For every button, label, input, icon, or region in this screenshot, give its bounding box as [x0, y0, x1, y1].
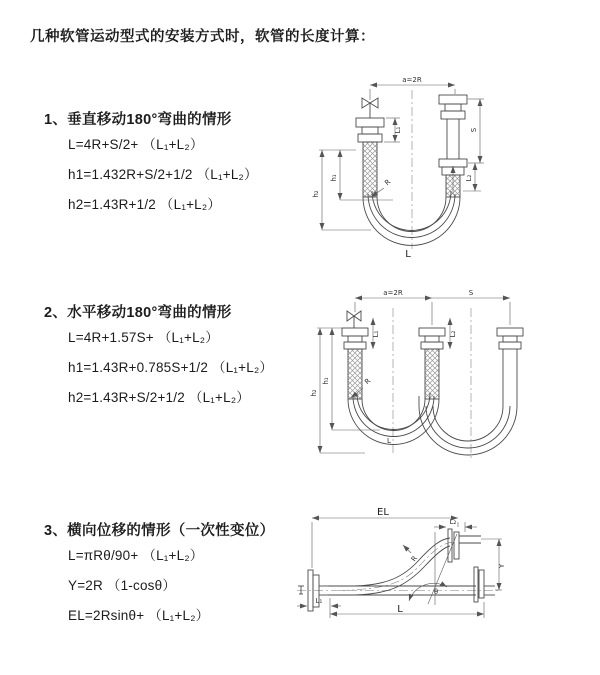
l1-label: L₁: [394, 126, 402, 134]
section-2-heading: 2、水平移动180°弯曲的情形: [44, 305, 232, 321]
span-label: a=2R: [383, 289, 403, 297]
h1-label: h₁: [322, 377, 330, 385]
section-3: [44, 519, 314, 631]
dim-l2: [449, 318, 457, 349]
fitting-right: [439, 95, 467, 175]
section-1-formula-h2: h2=1.43R+1/2 （L₁+L₂）: [68, 197, 222, 212]
valve-icon: [362, 98, 378, 118]
s-label: S: [470, 127, 478, 133]
section-1: [44, 108, 314, 220]
l2-label: L₂: [449, 330, 457, 338]
section-2-formula-h1: h1=1.43R+0.785S+1/2 （L₁+L₂）: [68, 360, 274, 375]
l1-label: L₁: [372, 330, 380, 338]
angle-construction: [409, 532, 457, 605]
hose-braid-left: [363, 142, 377, 197]
section-1-heading: 1、垂直移动180°弯曲的情形: [44, 112, 232, 128]
dim-h1: [330, 150, 393, 200]
hose-braid-middle: [425, 349, 439, 399]
section-2: [44, 301, 314, 413]
dim-span-a2r: [370, 76, 455, 100]
dim-l1: [297, 597, 341, 606]
r-label: R: [409, 554, 420, 564]
el-label: EL: [377, 507, 389, 518]
hose-s-curve: [355, 538, 450, 595]
section-1-formula-L: L=4R+S/2+ （L₁+L₂）: [68, 137, 204, 152]
h2-label: h₂: [310, 389, 318, 397]
span-label: a=2R: [402, 76, 422, 84]
y-label: Y: [498, 563, 506, 569]
fitting-left: [342, 328, 368, 349]
length-label: L: [387, 437, 391, 445]
radius-callout: [403, 545, 419, 563]
valve-icon: [347, 311, 361, 328]
h2-label: h₂: [312, 190, 320, 198]
theta-label: θ: [433, 588, 439, 596]
centerline-mark: [298, 586, 304, 594]
section-2-formula-L: L=4R+1.57S+ （L₁+L₂）: [68, 330, 219, 345]
l1-label: L₁: [315, 597, 323, 605]
dim-y: [481, 539, 506, 590]
section-3-formula-L: L=πRθ/90+ （L₁+L₂）: [68, 548, 204, 563]
hose-u-bend: [363, 191, 460, 245]
page-title: 几种软管运动型式的安装方式时，软管的长度计算：: [30, 29, 375, 45]
dim-h2: [312, 150, 371, 230]
section-3-formula-Y: Y=2R （1-cosθ）: [68, 578, 177, 593]
section-2-formula-h2: h2=1.43R+S/2+1/2 （L₁+L₂）: [68, 390, 250, 405]
dim-l1: [372, 318, 380, 349]
dim-el: [312, 507, 458, 568]
h1-label: h₁: [330, 174, 338, 182]
length-label: L: [397, 604, 403, 615]
dim-l2: [434, 518, 477, 532]
dim-l: [330, 598, 484, 618]
r-label: R: [383, 177, 393, 188]
dim-l1: [384, 118, 402, 142]
r-label: R: [363, 376, 373, 387]
fitting-left: [356, 118, 384, 142]
l2-label: L₂: [465, 174, 473, 182]
section-3-formula-EL: EL=2Rsinθ+ （L₁+L₂）: [68, 608, 210, 623]
length-label: L: [405, 249, 411, 260]
fitting-right: [497, 328, 523, 349]
l2-label: L₂: [449, 518, 457, 526]
diagram-lateral-displacement: [295, 502, 600, 647]
diagram-vertical-180-bend: [305, 66, 555, 261]
diagram-horizontal-180-bend: [305, 283, 570, 473]
s-label: S: [468, 289, 474, 297]
flange-bottom-right: [474, 567, 495, 602]
dim-s: [468, 99, 484, 163]
hose-u-bend-solid: [348, 393, 439, 445]
dim-span-a2r: [355, 289, 510, 325]
flange-top-right: [448, 529, 481, 562]
section-3-heading: 3、横向位移的情形（一次性变位）: [44, 523, 275, 539]
fitting-middle: [419, 328, 445, 349]
hose-braid-left: [348, 349, 362, 399]
section-1-formula-h1: h1=1.432R+S/2+1/2 （L₁+L₂）: [68, 167, 258, 182]
